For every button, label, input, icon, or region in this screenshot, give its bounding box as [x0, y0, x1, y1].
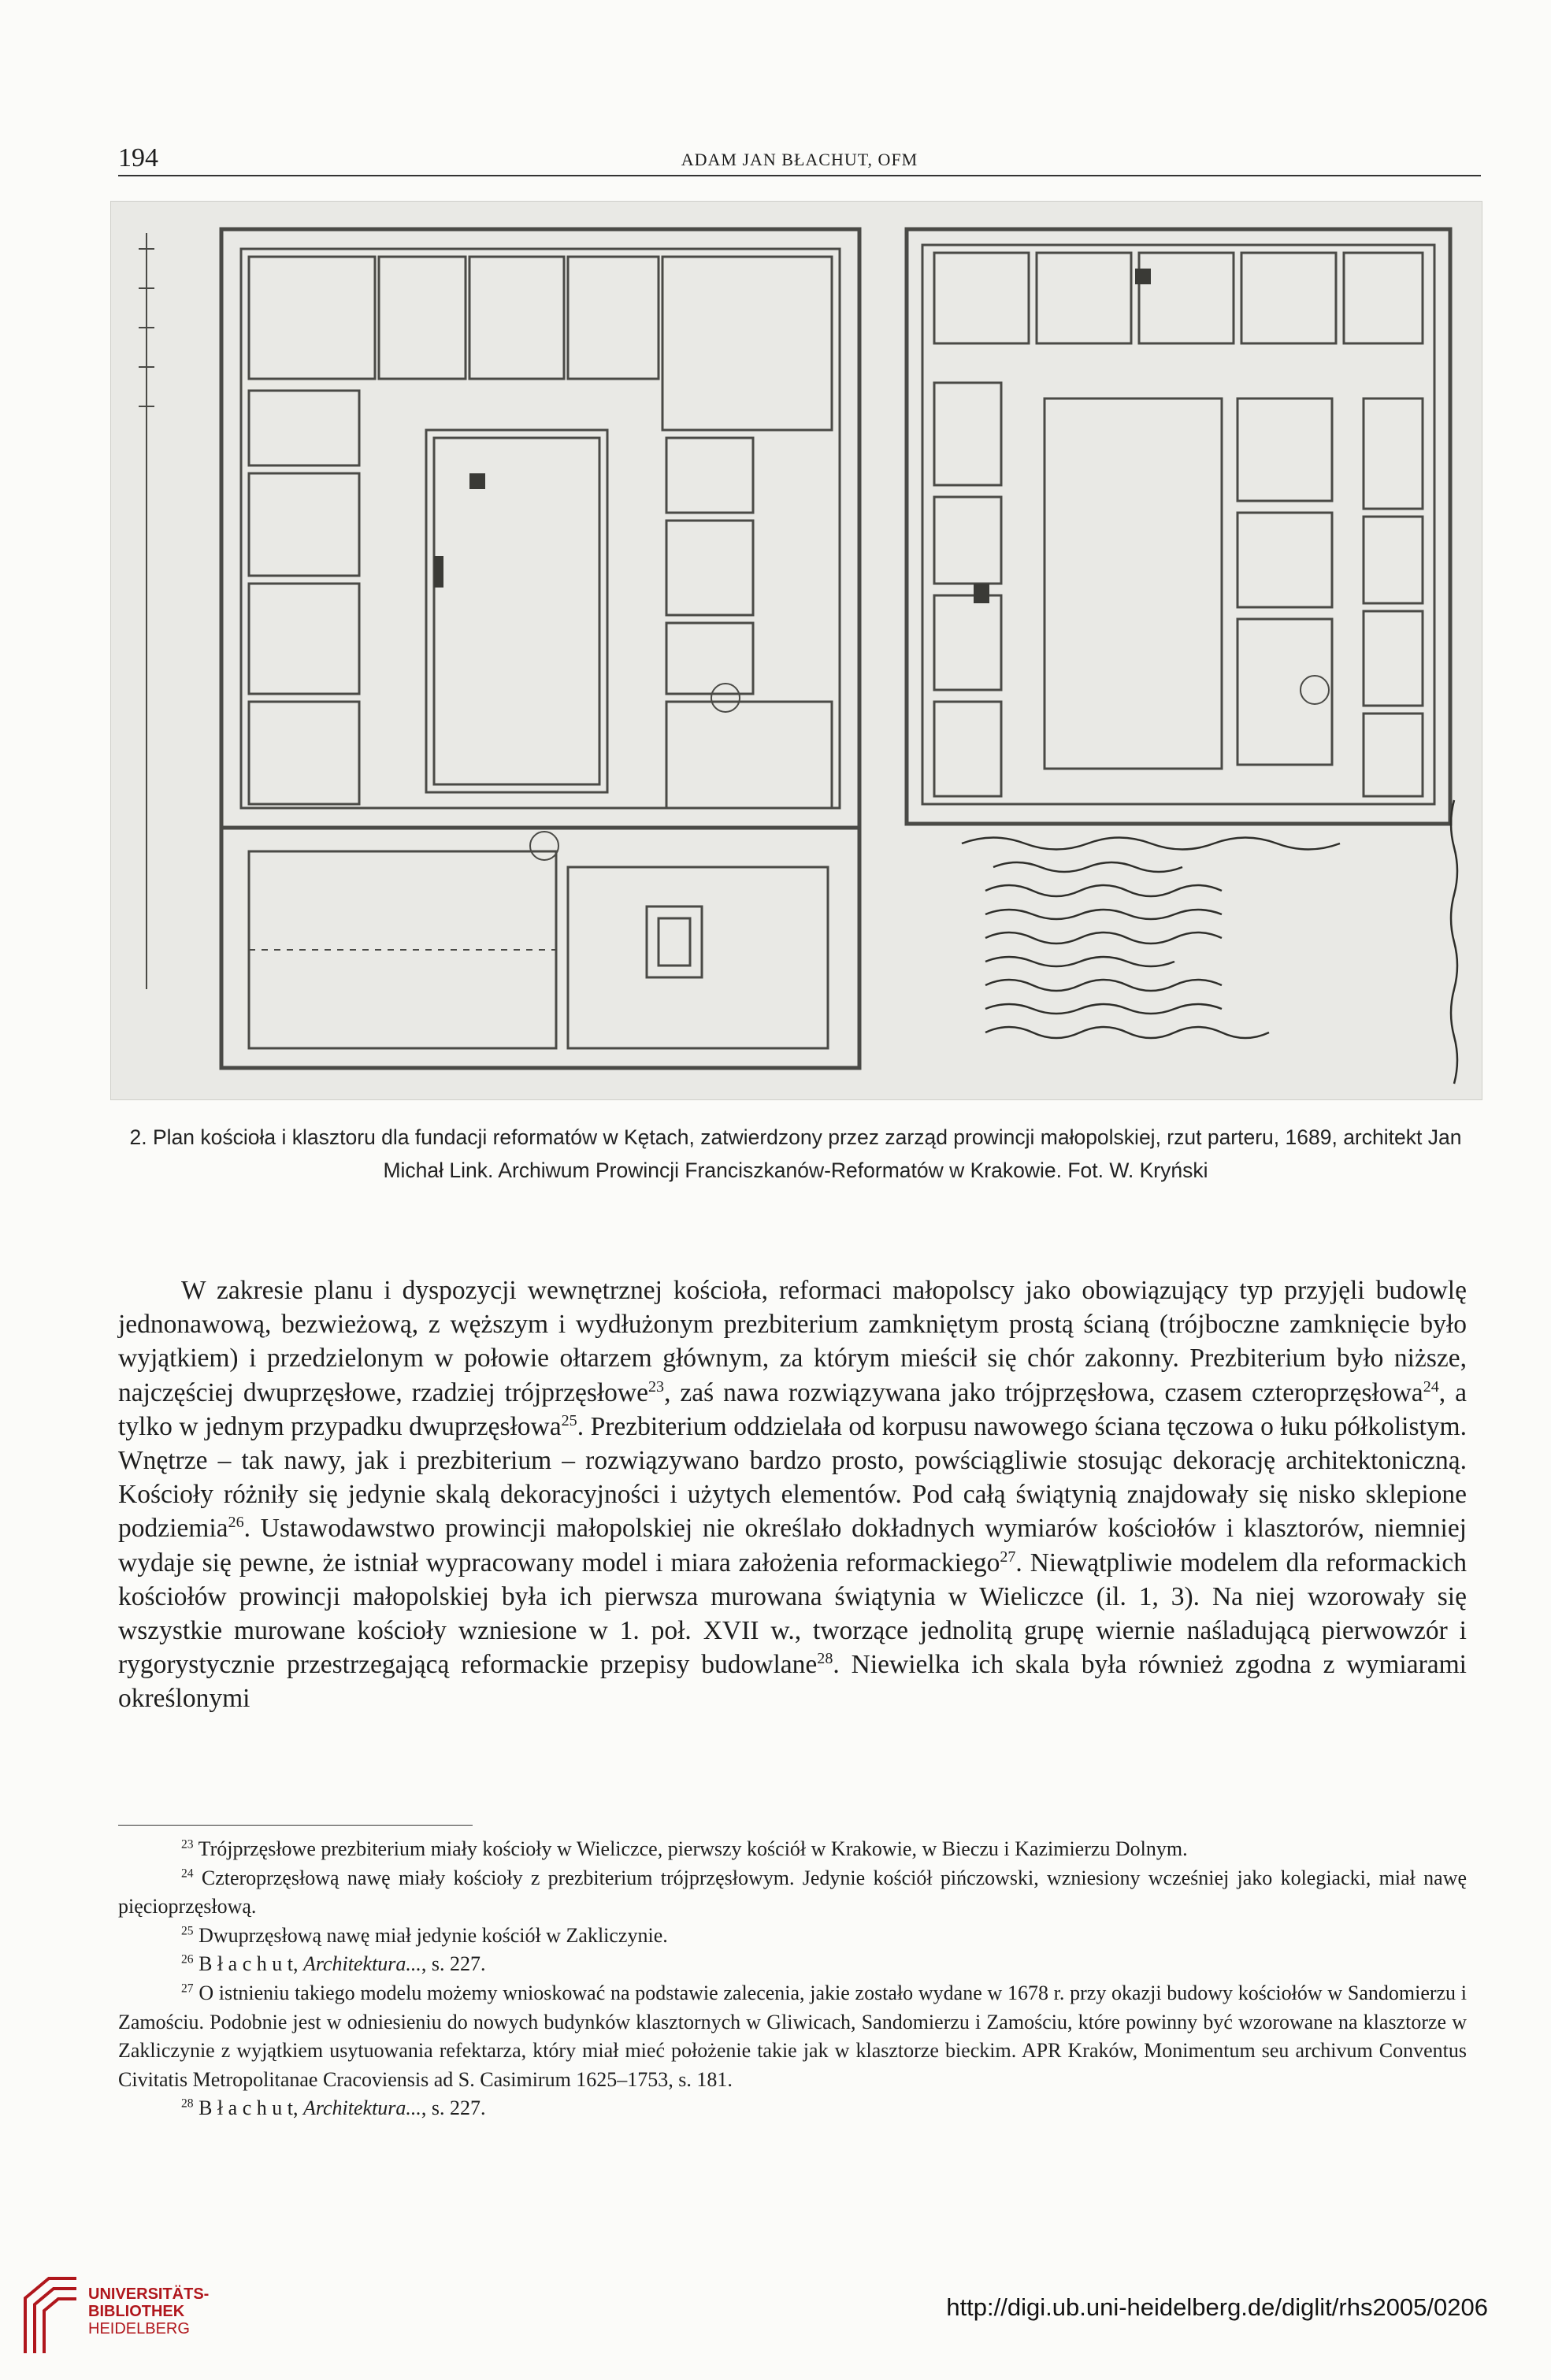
footnotes: [118, 1835, 1467, 2123]
footnote-ref: 28: [817, 1650, 833, 1668]
floor-plan-drawing: [111, 202, 1482, 1099]
footnote-ref: 27: [1000, 1548, 1016, 1566]
footnote-rule: [118, 1825, 473, 1826]
footnote-24: $^{24}$ Czteroprzęsłową nawę miały kościoły z prezbiterium trójprzęsłowym. Jedynie kościół pińczowski, wzniesiony wcześniej jako kolegiacki, miał nawę pięcioprzęsłową.: [118, 1866, 1467, 1918]
footnote-27: $^{27}$ O istnieniu takiego modelu możemy wnioskować na podstawie zalecenia, jakie zostało wydane w 1678 r. przy okazji budowy kościołów w Sandomierzu i Zamościu. Podobnie jest w odniesieniu do nowych budynków klasztornych w Gliwicach, Sandomierzu i Zamościu, które powinny być wzorowane na klasztorze w Zakliczynie z wyjątkiem usytuowania refektarza, który miał mieć położenie takie jak w klasztorze bieckim. APR Kraków, Monimentum seu archivum Conventus Civitatis Metropolitanae Cracoviensis ad S. Casimirum 1625–1753, s. 181.: [118, 1981, 1467, 2091]
footnote-ref: 24: [1423, 1377, 1439, 1396]
footnote-ref: 26: [228, 1514, 244, 1532]
footnote-23: $^{23}$ Trójprzęsłowe prezbiterium miały kościoły w Wieliczce, pierwszy kościół w Krakowie, w Bieczu i Kazimierzu Dolnym.: [181, 1837, 1188, 1860]
source-url-link[interactable]: http://digi.ub.uni-heidelberg.de/diglit/rhs2005/0206: [946, 2293, 1488, 2321]
body-text: [118, 1273, 1467, 1716]
library-logo-icon: [17, 2274, 84, 2357]
footnote-26: $^{26}$ B ł a c h u t, Architektura..., s. 227.: [181, 1952, 486, 1976]
figure-caption: 2. Plan kościoła i klasztoru dla fundacji reformatów w Kętach, zatwierdzony przez zarząd prowincji małopolskiej, rzut parteru, 1689, architekt Jan Michał Link. Archiwum Prowincji Franciszkanów-Reformatów w Krakowie. Fot. W. Kryński: [129, 1125, 1462, 1182]
library-logo-text: UNIVERSITÄTS- BIBLIOTHEK HEIDELBERG: [88, 2285, 210, 2337]
footnote-ref: 25: [561, 1411, 577, 1429]
library-logo[interactable]: [17, 2274, 222, 2361]
floor-plan-figure: [110, 201, 1482, 1100]
page-number: 194: [118, 143, 158, 172]
running-head: ADAM JAN BŁACHUT, OFM: [681, 150, 918, 169]
footnote-ref: 23: [648, 1377, 665, 1396]
footnote-25: $^{25}$ Dwuprzęsłową nawę miał jedynie kościół w Zakliczynie.: [181, 1923, 668, 1947]
body-paragraph: W zakresie planu i dyspozycji wewnętrznej kościoła, reformaci małopolscy jako obowiązujący typ przyjęli budowlę jednonawową, bezwieżową, z węższym i wydłużonym prezbiterium zamkniętym prostą ścianą (trójboczne zamknięcie było wyjątkiem) i przedzielonym w połowie ołtarzem głównym, za którym mieścił się chór zakonny. Prezbiterium było niższe, najczęściej dwuprzęsłowe, rzadziej trójprzęsłowe$^{23}$, zaś nawa rozwiązywana jako trójprzęsłowa, czasem czteroprzęsłowa$^{24}$, a tylko w jednym przypadku dwuprzęsłowa$^{25}$. Prezbiterium oddzielała od korpusu nawowego ściana tęczowa o łuku półkolistym. Wnętrze – tak nawy, jak i prezbiterium – rozwiązywano bardzo prosto, powściągliwie stosując dekorację architektoniczną. Kościoły różniły się jedynie skalą dekoracyjności i użytych elementów. Pod całą świątynią znajdowały się nisko sklepione podziemia$^{26}$. Ustawodawstwo prowincji małopolskiej nie określało dokładnych wymiarów kościołów i klasztorów, niemniej wydaje się pewne, że istniał wypracowany model i miara założenia reformackiego$^{27}$. Niewątpliwie modelem dla reformackich kościołów prowincji małopolskiej była ich pierwsza murowana świątynia w Wieliczce (il. 1, 3). Na niej wzorowały się wszystkie murowane kościoły wzniesione w 1. poł. XVII w., tworzące jednolitą grupę wiernie naśladującą pierwowzór i rygorystycznie przestrzegającą reformackie przepisy budowlane$^{28}$. Niewielka ich skala była również zgodna z wymiarami określonymi: [118, 1276, 1468, 1714]
footnote-28: $^{28}$ B ł a c h u t, Architektura..., s. 227.: [181, 2096, 486, 2120]
page-header: [118, 143, 1481, 176]
